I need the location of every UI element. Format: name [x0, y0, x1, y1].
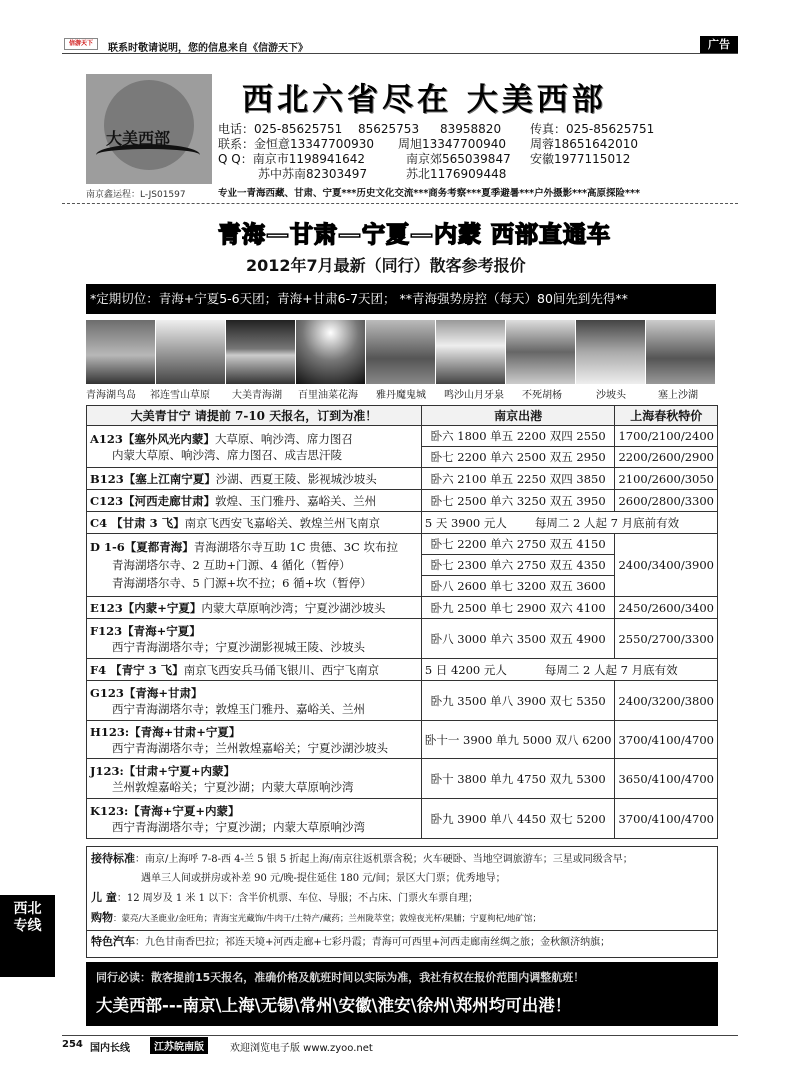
route-desc: 南京飞西安飞嘉峪关、敦煌兰州飞南京: [184, 515, 381, 530]
qq-4: 苏中苏南82303497: [258, 167, 368, 181]
route-desc: 内蒙大草原响沙湾；宁夏沙湖沙坡头: [201, 600, 386, 615]
route-cell: [87, 681, 422, 721]
photo-caption: 沙坡头: [596, 390, 626, 401]
side-tab-line: 专线: [13, 918, 42, 934]
tagline: 专业一青海西藏、甘肃、宁夏***历史文化交流***商务考察***夏季避暑***户外摄影***高原探险***: [218, 188, 640, 199]
photo-yardang: [366, 320, 436, 384]
top-bar: [62, 36, 738, 54]
photo-caption: 百里油菜花海: [298, 390, 358, 401]
route-sub: 青海湖塔尔寺、2 互助+门源、4 循化（暂停）: [112, 558, 351, 572]
nanjing-price: 卧七 2500 单六 3250 双五 3950: [421, 490, 615, 512]
shopping-text: ：蒙亮/大圣鹿业/金旺角；青海宝光藏饰/牛肉干/土特产/藏药；兰州陇萃堂；敦煌夜光杯/果脯；宁夏枸杞/地矿馆；: [113, 914, 542, 924]
child-policy: ：12 周岁及 1 米 1 以下：含半价机票、车位、导服；不占床、门票火车票自理；: [116, 893, 479, 904]
table-row: [87, 426, 718, 447]
route-desc: 沙湖、西夏王陵、影视城沙坡头: [215, 471, 377, 486]
route-name: A123【塞外风光内蒙】: [90, 431, 215, 446]
photo-caption: 雅丹魔鬼城: [376, 390, 426, 401]
qq-5: 苏北1176909448: [406, 167, 507, 181]
shanghai-price: 2600/2800/3300: [615, 490, 718, 512]
logo-text: 大美西部: [106, 129, 171, 148]
photo-caption: 不死胡杨: [522, 390, 562, 401]
flight-price-cell: [421, 512, 717, 534]
shanghai-price: 3700/4100/4700: [615, 799, 718, 839]
route-name: E123【内蒙+宁夏】: [90, 600, 202, 615]
route-desc: 南京飞西安兵马俑飞银川、西宁飞南京: [183, 662, 380, 677]
route-sub: 西宁青海湖塔尔寺；兰州敦煌嘉峪关；宁夏沙湖沙坡头: [112, 740, 388, 755]
header-nanjing: 南京出港: [421, 406, 615, 426]
contact-person-2: 周旭13347700940: [398, 137, 506, 151]
photo-strip: [86, 320, 716, 384]
section-side-tab: [0, 895, 55, 977]
table-row: [87, 512, 718, 534]
main-title: 青海—甘肃—宁夏—内蒙 西部直通车: [218, 222, 612, 248]
nanjing-price: 卧十 3800 单九 4750 双九 5300: [421, 759, 615, 799]
table-row: [87, 534, 718, 555]
shanghai-price: 2450/2600/3400: [615, 597, 718, 619]
nanjing-price: 卧六 1800 单五 2200 双四 2550: [421, 426, 615, 447]
fax: 传真：025-85625751: [530, 122, 655, 136]
departure-cities: 大美西部---南京\上海\无锡\常州\安徽\淮安\徐州\郑州均可出港！: [96, 996, 572, 1015]
shanghai-price: 2400/3200/3800: [615, 681, 718, 721]
route-name: D 1-6【夏都青海】: [90, 540, 194, 554]
header-shanghai: 上海春秋特价: [615, 406, 718, 426]
info-divider: [87, 930, 717, 931]
section-name: 国内长线: [90, 1043, 130, 1054]
table-row: [87, 468, 718, 490]
peer-notice: 同行必读：散客提前15天报名，准确价格及航班时间以实际为准，我社有权在报价范围内调整航班！: [96, 971, 585, 984]
nanjing-price: 卧七 2200 单六 2500 双五 2950: [421, 447, 615, 468]
route-desc: 大草原、响沙湾、席力图召: [214, 431, 353, 446]
edition-badge: 江苏皖南版: [150, 1037, 208, 1054]
table-row: [87, 799, 718, 839]
route-sub: 西宁青海湖塔尔寺；敦煌玉门雅丹、嘉峪关、兰州: [112, 701, 365, 716]
photo-captions: [86, 386, 716, 402]
photo-shapotou: [576, 320, 646, 384]
photo-rapeseed: [296, 320, 366, 384]
route-name: H123:【青海+甘肃+宁夏】: [90, 724, 241, 739]
special-car-label: 特色汽车: [91, 935, 135, 948]
standard-text: ：南京/上海呼 7-8-西 4-兰 5 银 5 折起上海/南京往返机票含税；火车硬卧、当地空调旅游车；三星或同级含早；: [135, 854, 633, 865]
nanjing-price: 5 天 3900 元人: [424, 515, 507, 530]
nanjing-price: 卧七 2200 单六 2750 双五 4150: [421, 534, 615, 555]
phone: 电话：025-85625751: [218, 122, 343, 136]
nanjing-price: 5 日 4200 元人: [424, 662, 507, 677]
table-row: [87, 721, 718, 759]
route-cell: [87, 534, 422, 597]
table-row: [87, 659, 718, 681]
photo-caption: 塞上沙湖: [658, 390, 698, 401]
route-cell: [87, 426, 422, 468]
validity-note: 每周二 2 人起 7 月底有效: [544, 662, 678, 677]
contact-note: 联系时敬请说明，您的信息来自《信游天下》: [108, 43, 308, 54]
photo-caption: 青海湖鸟岛: [86, 390, 136, 401]
table-row: [87, 490, 718, 512]
service-info: [86, 846, 718, 958]
flight-price-cell: [421, 659, 717, 681]
route-name: J123:【甘肃+宁夏+内蒙】: [90, 763, 235, 778]
nanjing-price: 卧八 2600 单七 3200 双五 3600: [421, 576, 615, 597]
route-cell: [87, 597, 422, 619]
photo-bird-island: [86, 320, 156, 384]
shanghai-price: 2400/3400/3900: [615, 534, 718, 597]
route-cell: [87, 468, 422, 490]
route-name: F4 【青宁 3 飞】: [90, 662, 184, 677]
shanghai-price: 2100/2600/3050: [615, 468, 718, 490]
table-row: [87, 597, 718, 619]
shopping-label: 购物: [91, 911, 113, 924]
photo-populus: [506, 320, 576, 384]
route-name: G123【青海+甘肃】: [90, 685, 203, 700]
route-name: C123【河西走廊甘肃】: [90, 493, 216, 508]
qq-2: 南京郊565039847: [406, 152, 511, 166]
page-footer: [62, 1035, 738, 1054]
phone-2: 85625753: [358, 122, 420, 136]
route-desc: 青海湖塔尔寺互助 1C 贵德、3C 坎布拉: [193, 540, 398, 554]
route-sub: 内蒙大草原、响沙湾、席力图召、成吉思汗陵: [112, 447, 342, 462]
contact-person-1: 联系：金恒意13347700930: [218, 137, 374, 151]
ad-tag: 广告: [700, 36, 738, 53]
nanjing-price: 卧六 2100 单五 2250 双四 3850: [421, 468, 615, 490]
table-row: [87, 759, 718, 799]
side-tab-line: 西北: [13, 901, 42, 917]
route-cell: [87, 721, 422, 759]
photo-caption: 鸣沙山月牙泉: [444, 390, 504, 401]
table-row: [87, 681, 718, 721]
route-desc: 敦煌、玉门雅丹、嘉峪关、兰州: [215, 493, 377, 508]
contact-block: [218, 122, 688, 182]
qq-3: 安徽1977115012: [530, 152, 631, 166]
photo-caption: 大美青海湖: [232, 390, 282, 401]
phone-3: 83958820: [440, 122, 502, 136]
special-car-text: ：九色甘南香巴拉；祁连天境+河西走廊+七彩丹霞；青海可可西里+河西走廊南丝绸之旅；金秋额济纳旗；: [135, 937, 611, 948]
nanjing-price: 卧七 2300 单六 2750 双五 4350: [421, 555, 615, 576]
sub-title: 2012年7月最新（同行）散客参考报价: [246, 256, 526, 275]
qq-1: Q Q：南京市1198941642: [218, 152, 366, 166]
nanjing-price: 卧十一 3900 单九 5000 双八 6200: [421, 721, 615, 759]
header-route: 大美青甘宁 请提前 7-10 天报名，订到为准！: [87, 406, 422, 426]
website-link[interactable]: 欢迎浏览电子版 www.zyoo.net: [230, 1043, 373, 1054]
shanghai-price: 1700/2100/2400: [615, 426, 718, 447]
route-sub: 西宁青海湖塔尔寺；宁夏沙湖；内蒙大草原响沙湾: [112, 819, 365, 834]
route-sub: 青海湖塔尔寺、5 门源+坎不拉；6 循+坎（暂停）: [112, 576, 372, 590]
photo-sand-lake: [646, 320, 716, 384]
validity-note: 每周二 2 人起 7 月底前有效: [534, 515, 680, 530]
route-cell: [87, 799, 422, 839]
nanjing-price: 卧九 2500 单七 2900 双六 4100: [421, 597, 615, 619]
table-header: [87, 406, 718, 426]
route-name: B123【塞上江南宁夏】: [90, 471, 216, 486]
photo-caption: 祁连雪山草原: [150, 390, 210, 401]
route-name: F123【青海+宁夏】: [90, 623, 201, 638]
publisher-logo: 信游天下: [64, 38, 98, 50]
route-sub: 兰州敦煌嘉峪关；宁夏沙湖；内蒙大草原响沙湾: [112, 779, 354, 794]
route-cell: [87, 759, 422, 799]
page-number: 254: [62, 1039, 83, 1050]
shanghai-price: 2200/2600/2900: [615, 447, 718, 468]
nanjing-price: 卧八 3000 单六 3500 双五 4900: [421, 619, 615, 659]
license-number: 南京鑫运程：L-JS01597: [86, 190, 186, 200]
route-name: C4 【甘肃 3 飞】: [90, 515, 185, 530]
divider: [62, 203, 738, 204]
photo-qilian: [156, 320, 226, 384]
route-sub: 西宁青海湖塔尔寺；宁夏沙湖影视城王陵、沙坡头: [112, 639, 365, 654]
shanghai-price: 3650/4100/4700: [615, 759, 718, 799]
photo-qinghai-lake: [226, 320, 296, 384]
route-cell: [87, 659, 422, 681]
contact-person-3: 周蓉18651642010: [530, 137, 638, 151]
price-table: [86, 405, 718, 839]
notice-bar: *定期切位：青海+宁夏5-6天团；青海+甘肃6-7天团； **青海强势房控（每天）80间先到先得**: [86, 284, 716, 314]
photo-crescent-spring: [436, 320, 506, 384]
route-cell: [87, 619, 422, 659]
headline: 西北六省尽在 大美西部: [242, 82, 607, 118]
child-label: 儿 童: [91, 891, 117, 904]
shanghai-price: 2550/2700/3300: [615, 619, 718, 659]
brand-logo: [86, 74, 212, 184]
route-cell: [87, 512, 422, 534]
route-cell: [87, 490, 422, 512]
standard-label: 接待标准: [91, 852, 135, 865]
route-name: K123:【青海+宁夏+内蒙】: [90, 803, 240, 818]
nanjing-price: 卧九 3500 单八 3900 双七 5350: [421, 681, 615, 721]
nanjing-price: 卧九 3900 单八 4450 双七 5200: [421, 799, 615, 839]
table-row: [87, 619, 718, 659]
standard-text-2: 遇单三人间或拼房或补差 90 元/晚-提住延住 180 元/间；景区大门票；优秀地导；: [141, 873, 506, 884]
bottom-banner: [86, 962, 718, 1026]
shanghai-price: 3700/4100/4700: [615, 721, 718, 759]
